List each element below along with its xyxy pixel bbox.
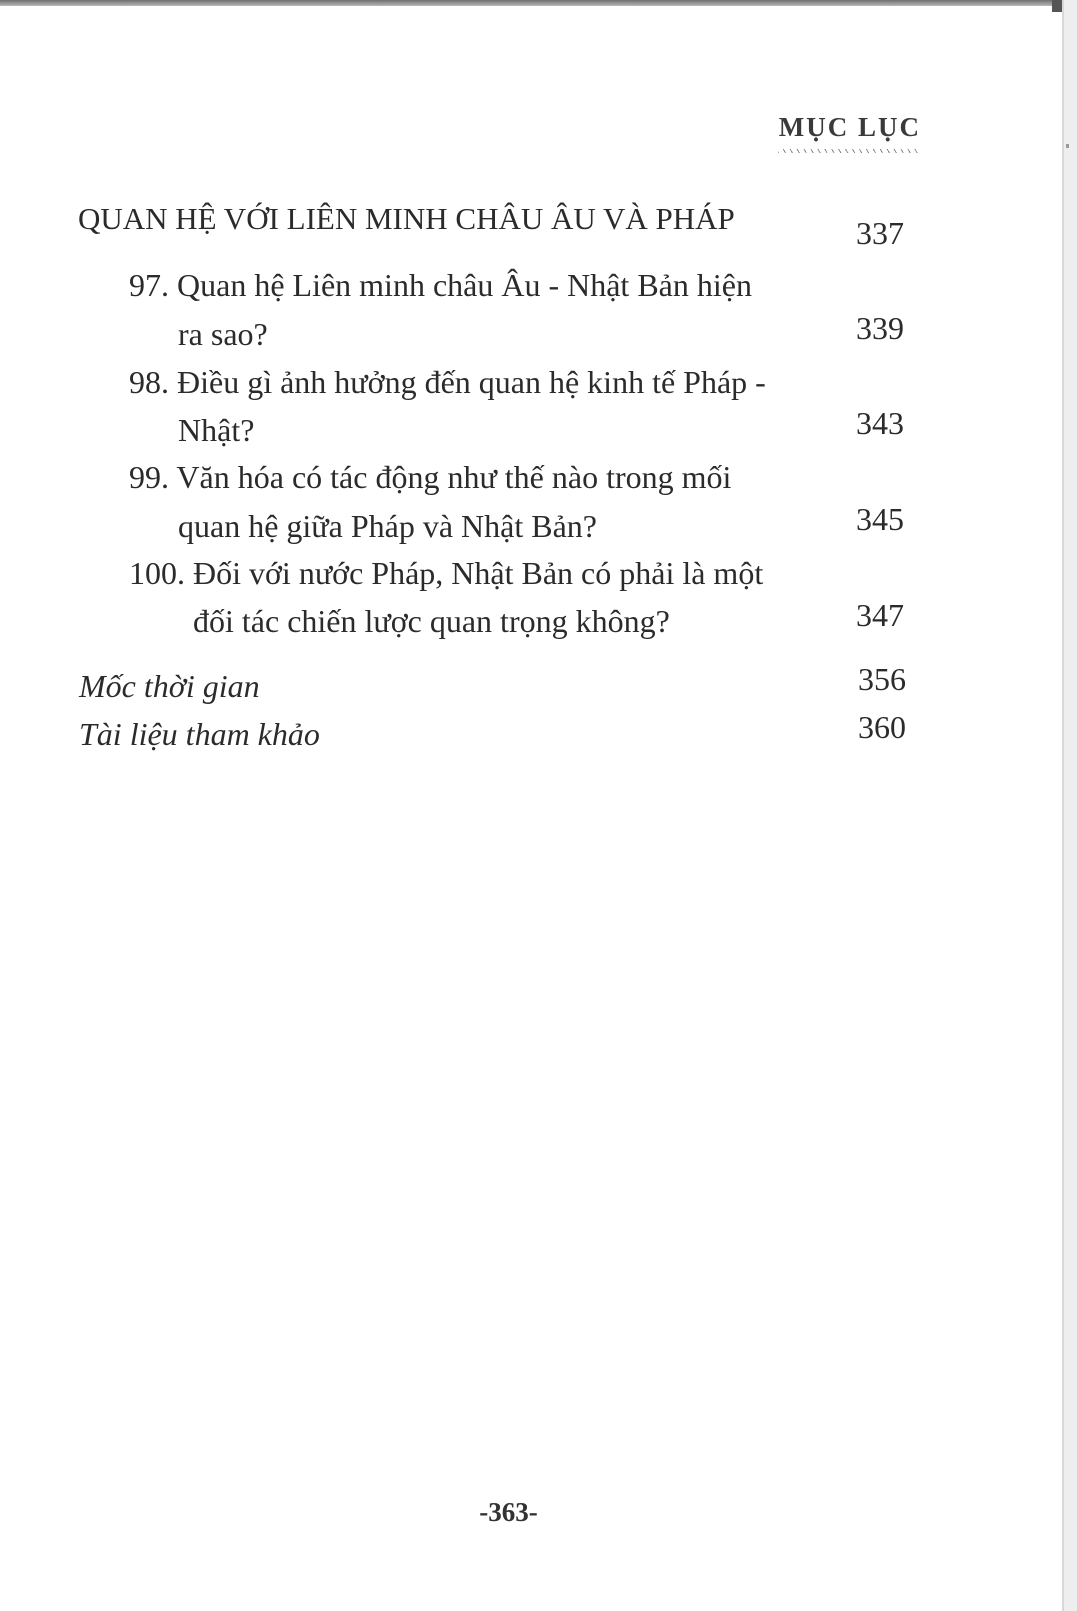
toc-entry-100-line2: đối tác chiến lược quan trọng không? — [193, 603, 670, 639]
toc-entry-98-line1: 98. Điều gì ảnh hưởng đến quan hệ kinh tế Pháp - — [129, 364, 766, 400]
toc-entry-98-page: 343 — [856, 405, 904, 441]
page-top-edge — [0, 0, 1062, 6]
toc-entry-99-line1: 99. Văn hóa có tác động như thế nào trong mối — [129, 459, 732, 495]
toc-entry-100-page: 347 — [856, 597, 904, 633]
page-right-edge — [1062, 0, 1077, 1611]
toc-appendix-timeline: Mốc thời gian — [79, 668, 260, 704]
toc-entry-100-line1: 100. Đối với nước Pháp, Nhật Bản có phải là một — [129, 555, 764, 591]
toc-entry-99-line2: quan hệ giữa Pháp và Nhật Bản? — [178, 508, 597, 544]
toc-appendix-timeline-page: 356 — [858, 661, 906, 697]
toc-entry-99-page: 345 — [856, 501, 904, 537]
page-footer — [0, 1497, 1077, 1528]
header-title: MỤC LỤC — [778, 112, 921, 142]
page-corner-mark — [1052, 0, 1062, 12]
toc-section-title: QUAN HỆ VỚI LIÊN MINH CHÂU ÂU VÀ PHÁP — [78, 201, 735, 236]
toc-entry-97-page: 339 — [856, 310, 904, 346]
toc-section-page: 337 — [856, 215, 904, 251]
toc-entry-97-line1: 97. Quan hệ Liên minh châu Âu - Nhật Bản hiện — [129, 267, 752, 303]
toc-entry-98-line2: Nhật? — [178, 412, 255, 448]
toc-appendix-references-page: 360 — [858, 709, 906, 745]
header-underline — [778, 149, 921, 153]
toc-entry-97-line2: ra sao? — [178, 316, 268, 352]
running-header — [778, 112, 921, 153]
toc-appendix-references: Tài liệu tham khảo — [79, 716, 320, 752]
footer-page-number: -363- — [479, 1497, 538, 1527]
page-edge-mark — [1066, 144, 1069, 148]
page-right-edge-line — [1062, 0, 1064, 1611]
